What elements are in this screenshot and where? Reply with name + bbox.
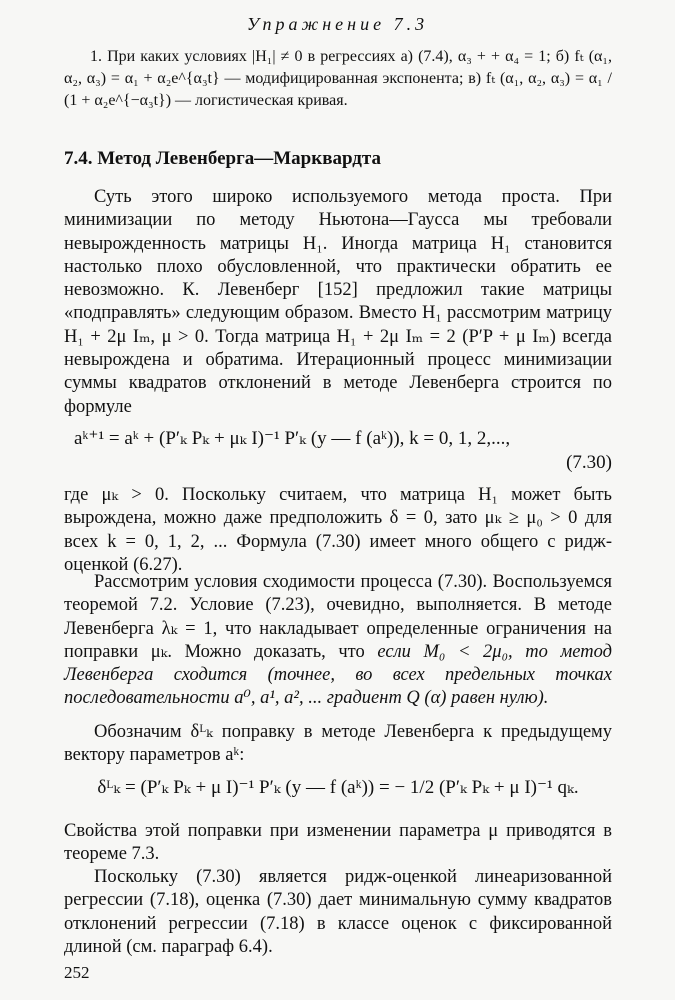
paragraph-3 bbox=[64, 571, 612, 711]
formula-delta: δᴸₖ = (P′ₖ Pₖ + μ I)⁻¹ P′ₖ (y — f (aᵏ)) = − 1/2 (P′ₖ Pₖ + μ I)⁻¹ qₖ. bbox=[97, 777, 579, 798]
formula-7-30-expression: aᵏ⁺¹ = aᵏ + (P′ₖ Pₖ + μₖ I)⁻¹ P′ₖ (y — f (aᵏ)), k = 0, 1, 2,..., bbox=[74, 428, 511, 449]
paragraph-3-plain: Рассмотрим условия сходимости процесса (7.30). Воспользуемся теоремой 7.2. Условие (7.23), очевидно, выполняется. В методе Левенберга λₖ = 1, что накладывает определенные ограничения на поправки μₖ. Можно доказать, что bbox=[64, 572, 612, 662]
running-header: Упражнение 7.3 bbox=[246, 14, 429, 34]
paragraph-5 bbox=[64, 820, 612, 867]
paragraph-3-italic: если M₀ < 2μ₀, то метод Левенберга сходится (точнее, во всех предельных точках последовательности a⁰, a¹, a², ... градиент Q (α) равен нулю). bbox=[64, 641, 612, 709]
page-number: 252 bbox=[64, 963, 90, 982]
paragraph-5-text: Свойства этой поправки при изменении параметра μ приводятся в теореме 7.3. bbox=[64, 821, 612, 865]
formula-7-30-number: (7.30) bbox=[566, 452, 612, 473]
paragraph-3-text bbox=[64, 571, 612, 711]
paragraph-1 bbox=[64, 186, 612, 419]
paragraph-6 bbox=[64, 866, 612, 959]
paragraph-2-text: где μₖ > 0. Поскольку считаем, что матрица H₁ может быть вырождена, можно даже предположить δ = 0, зато μₖ ≥ μ₀ > 0 для всех k = 0, 1, 2, ... Формула (7.30) имеет много общего с ридж-оценкой (6.27). bbox=[64, 485, 612, 575]
paragraph-1-text: Суть этого широко используемого метода проста. При минимизации по методу Ньютона—Гаусса мы требовали невырожденность матрицы H₁. Иногда матрица H₁ становится настолько плохо обусловленной, что практически обратить ее невозможно. К. Левенберг [152] предложил такие матрицы «подправлять» следующим образом. Вместо H₁ рассмотрим матрицу H₁ + 2μ Iₘ, μ > 0. Тогда матрица H₁ + 2μ Iₘ = 2 (P′P + μ Iₘ) всегда невырождена и обратима. Итерационный процесс минимизации суммы квадратов отклонений в методе Левенберга строится по формуле bbox=[64, 187, 612, 417]
paragraph-4-text: Обозначим δᴸₖ поправку в методе Левенберга к предыдущему вектору параметров aᵏ: bbox=[64, 722, 612, 766]
exercise-block bbox=[64, 46, 612, 112]
section-title: 7.4. Метод Левенберга—Марквардта bbox=[64, 148, 381, 169]
exercise-text: 1. При каких условиях |H₁| ≠ 0 в регрессиях а) (7.4), α₃ + + α₄ = 1; б) fₜ (α₁, α₂, α₃) = α₁ + α₂e^{α₃t} — модифицированная экспонента; в) fₜ (α₁, α₂, α₃) = α₁ / (1 + α₂e^{−α₃t}) — логистическая кривая. bbox=[64, 48, 612, 109]
paragraph-4 bbox=[64, 721, 612, 768]
formula-7-30 bbox=[74, 427, 612, 474]
paragraph-2 bbox=[64, 484, 612, 577]
paragraph-6-text: Поскольку (7.30) является ридж-оценкой линеаризованной регрессии (7.18), оценка (7.30) дает минимальную сумму квадратов отклонений регрессии (7.18) в классе оценок с фиксированной длиной (см. параграф 6.4). bbox=[64, 867, 612, 957]
